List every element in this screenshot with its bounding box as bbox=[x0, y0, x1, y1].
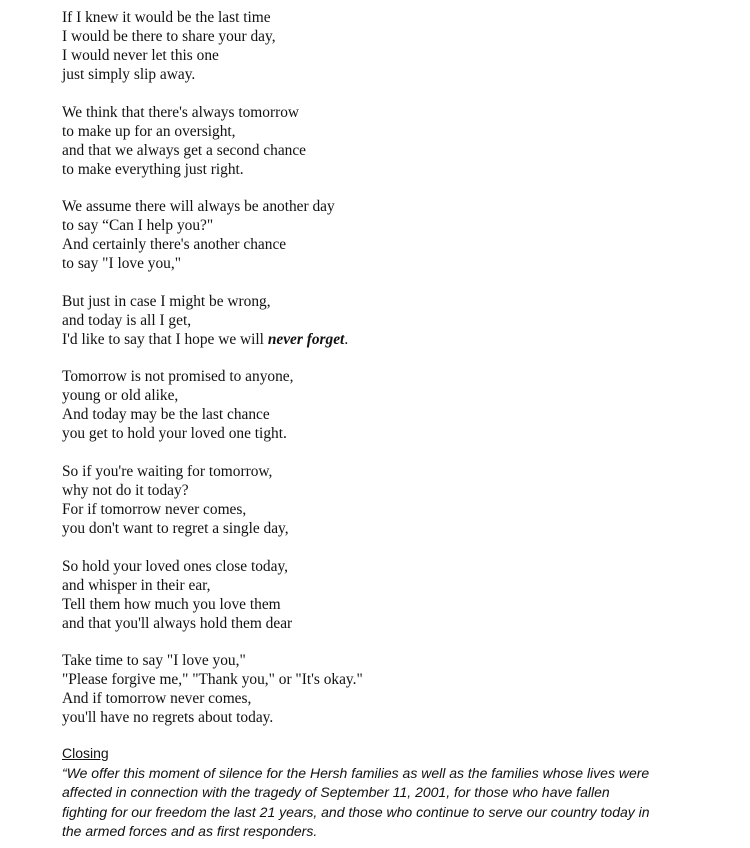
never-forget-emphasis: never forget bbox=[267, 330, 345, 348]
poem-line: For if tomorrow never comes, bbox=[62, 500, 247, 518]
poem-line: If I knew it would be the last time bbox=[62, 9, 271, 26]
stanza-3 bbox=[62, 197, 742, 273]
poem-line: So if you're waiting for tomorrow, bbox=[62, 462, 273, 480]
poem-line-suffix: . bbox=[344, 330, 349, 348]
poem-line: you'll have no regrets about today. bbox=[62, 709, 274, 727]
stanza-8 bbox=[62, 651, 742, 727]
poem-line: why not do it today? bbox=[62, 481, 189, 499]
poem bbox=[62, 8, 742, 746]
poem-line-emphasis bbox=[62, 330, 742, 349]
poem-line: But just in case I might be wrong, bbox=[62, 292, 271, 310]
poem-line: Tell them how much you love them bbox=[62, 595, 281, 613]
poem-line: and that we always get a second chance bbox=[62, 141, 307, 159]
poem-line: We think that there's always tomorrow bbox=[62, 103, 300, 121]
poem-line: and today is all I get, bbox=[62, 311, 192, 329]
poem-line: to say “Can I help you?" bbox=[62, 217, 214, 235]
poem-line: And certainly there's another chance bbox=[62, 236, 287, 254]
poem-line: just simply slip away. bbox=[62, 66, 196, 83]
poem-line: Take time to say "I love you," bbox=[62, 652, 246, 670]
poem-line: you don't want to regret a single day, bbox=[62, 519, 289, 537]
closing-line: “We offer this moment of silence for the Hersh families as well as the families whose lives were bbox=[62, 764, 650, 781]
poem-line: We assume there will always be another day bbox=[62, 198, 335, 216]
poem-line: "Please forgive me," "Thank you," or "It's okay." bbox=[62, 671, 363, 689]
stanza-6 bbox=[62, 462, 742, 538]
stanza-1 bbox=[62, 8, 742, 84]
poem-line: Tomorrow is not promised to anyone, bbox=[62, 368, 294, 386]
closing-heading: Closing bbox=[62, 745, 109, 761]
poem-line: and whisper in their ear, bbox=[62, 576, 211, 594]
closing-section bbox=[62, 744, 742, 842]
closing-line: the armed forces and as first responders. bbox=[62, 823, 318, 839]
poem-line-prefix: I'd like to say that I hope we will bbox=[62, 330, 268, 348]
poem-line: to make everything just right. bbox=[62, 160, 244, 178]
poem-line: and that you'll always hold them dear bbox=[62, 614, 293, 632]
poem-line: you get to hold your loved one tight. bbox=[62, 425, 287, 443]
stanza-7 bbox=[62, 557, 742, 633]
poem-line: to make up for an oversight, bbox=[62, 122, 236, 140]
stanza-2 bbox=[62, 103, 742, 179]
poem-line: So hold your loved ones close today, bbox=[62, 557, 288, 575]
poem-line: to say "I love you," bbox=[62, 255, 181, 273]
poem-line: And if tomorrow never comes, bbox=[62, 690, 252, 708]
poem-line: I would never let this one bbox=[62, 47, 219, 64]
poem-line: I would be there to share your day, bbox=[62, 28, 276, 45]
poem-line: young or old alike, bbox=[62, 387, 179, 405]
stanza-5 bbox=[62, 367, 742, 443]
poem-line: And today may be the last chance bbox=[62, 406, 270, 424]
closing-line: fighting for our freedom the last 21 years, and those who continue to serve our country today in bbox=[62, 803, 650, 820]
closing-line: affected in connection with the tragedy of September 11, 2001, for those who have fallen bbox=[62, 784, 610, 800]
stanza-4 bbox=[62, 292, 742, 349]
